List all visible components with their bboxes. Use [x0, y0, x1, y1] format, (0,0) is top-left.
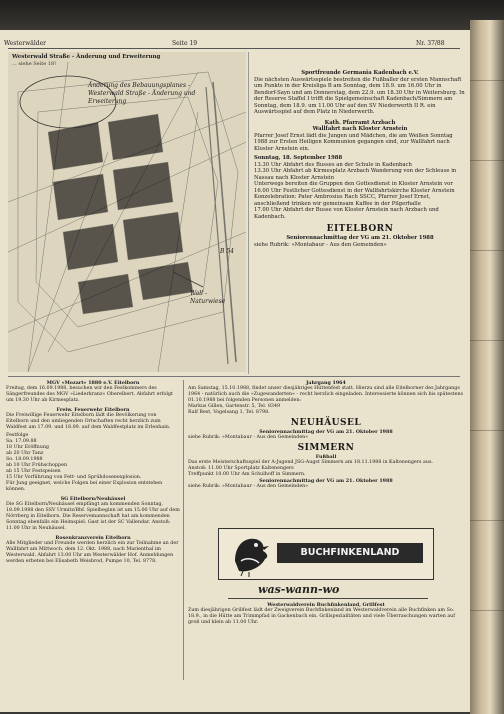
festfolge-text: Festfolge Sa. 17.09.88 18 Uhr Eröffnung ab 20 Uhr Tanz So. 18.09.1988 ab 10 Uhr Frühschoppen ab 15 Uhr Festspeisen 15 Uhr Vorführung von Fett- und Sprühdosenexplosion. Für Jung geeignet, welche Folgen bei einer Explosion entstehen können. [6, 433, 163, 492]
sport-title: Sportfreunde Germania Kadenbach e.V. [301, 70, 419, 76]
map-handwritten-note: Änderung des Bebauungsplanes - Westerwald Straße - Änderung und Erweiterung [88, 82, 196, 105]
feuerwehr-text: Die Freiwillige Feuerwehr Eitelborn lädt die Bevölkerung von Eitelborn und den umliegenden Ortschaften recht herzlich zum Waldfest am 17.09. und 18.09. auf dem Waldfestplatz im Erlenhain. [6, 413, 171, 430]
simmern-text: siehe Rubrik: »Montabaur - Aus den Gemeinden« [188, 484, 309, 489]
jahrgang-title: Jahrgang 1964 [306, 380, 346, 386]
sonntag-title: Sonntag, 18. September 1988 [254, 155, 343, 161]
map-figure [8, 52, 246, 372]
grillfest-section [188, 602, 464, 626]
right-top-column [254, 70, 466, 248]
mgv-text: Freitag, dem 16.09.1988, besuchen wir den Festkommers des Sängerfreundes des MGV »Liederkranz« Oberelbert. Abfahrt erfolgt um 19.30 Uhr ab Kirmesplatz. [6, 386, 173, 403]
fussball-text: Das erste Meisterschaftsspiel der A-Jugend JSG-Augst Simmern am 18.11.1988 in Kaltenengers aus. Anstoß: 11.00 Uhr Sportplatz Kaltenengers Treffpunkt 10.00 Uhr Am Schulhoff in Simmern. [188, 460, 433, 477]
jahrgang-text: Am Samstag, 15.10.1988, findet unser diesjähriges Hüttenfest statt. Hierzu sind alle Eitelborner des Jahrgangs 1964 - natürlich auch die »Zugewanderten« - recht herzlich eingeladen. Interessierte können sich bis spätestens 01.10.1988 bei folgenden Personen anmelden: Markus Gillen, Gartenstr. 5, Tel. 8349 Ralf Best, Vogelsang 1, Tel. 8798. [188, 386, 464, 415]
bottom-column-divider [183, 380, 184, 680]
newspaper-page [0, 30, 470, 712]
map-road-label: B 54 [220, 248, 234, 255]
mgv-title: MGV »Mozart« 1880 e.V. Eitelborn [46, 380, 140, 386]
column-divider [248, 52, 249, 374]
sg-text: Die SG Eitelborn/Neuhäusel empfängt am kommenden Sonntag, 18.09.1988 den SSV Urmitz/Bhf. Spielbeginn ist um 15.00 Uhr auf dem Nörrberg in Eitelborn. Die Reservemannschaft hat am kommenden Sonntag ebenfalls ein Heimspiel. Gast ist der SC Vallendar. Anstoß: 11.00 Uhr in Neuhäusel. [6, 502, 180, 531]
was-wann-wo-logo: was-wann-wo [258, 583, 340, 596]
pfarramt-text: Pfarrer Josef Ernst lädt die Jungen und Mädchen, die am Weißen Sonntag 1988 zur Ersten Heiligen Kommunion gegangen sind, zur Wallfahrt nach Kloster Arnstein ein. [254, 132, 453, 152]
sport-text: Die nächsten Auswärtsspiele bestreiten die Fußballer der ersten Mannschaft um Punkte in der Kreisliga B am Sonntag, dem 18.9. um 16.00 Uhr in Bendorf-Sayn und am Donnerstag, dem 22.9. um 18.30 Uhr in Weitersburg. In der Reserve Staffel I trifft die Spielgemeinschaft Kadenbach/Simmern am Sonntag, dem 18.9. um 11.00 Uhr auf den SV Niederwerth II R. ein Auswärtsspiel auf dem Platz in Niederwerth. [254, 76, 465, 115]
eitelborn-subtitle: Seniorennachmittag der VG am 21. Oktober 1988 [286, 235, 434, 241]
rosenkranz-text: Alle Mitglieder und Freunde werden herzlich ein zur Teilnahme an der Wallfahrt am Mittwoch, dem 12. Okt. 1988, nach Marienthal im Westerwald. Abfahrt 13.00 Uhr am Westerwälder Hof. Anmeldungen werden erbeten bei Elisabeth Weisbrod, Pumpe 10, Tel. 8778. [6, 541, 179, 564]
simmern-subtitle: Seniorennachmittag der VG am 21. Oktober 1988 [259, 478, 393, 484]
pfarramt-subtitle: Wallfahrt nach Kloster Arnstein [312, 126, 408, 132]
header-issue-number: Nr. 37/88 [416, 40, 445, 47]
buchfinkenland-ad [218, 528, 434, 580]
right-bottom-column [188, 380, 464, 490]
sonntag-text: 13.30 Uhr Abfahrt des Busses an der Schule in Kadenbach 13.30 Uhr Abfahrt ab Kirmesplatz Arzbach Wanderung von der Schleuse in Nassau nach Kloster Arnstein Unterwegs bereiten die Gruppen den Gottesdienst in Kloster Arnstein vor 16.00 Uhr Festlicher Gottesdienst in der Wallfahrtskirche Kloster Arnstein Konzelebration: Pater Ambrosius Rach SSCC, Pfarrer Josef Ernst, anschließend trinken wir gemeinsam Kaffee in der Pilgerhalle 17.00 Uhr Abfahrt der Busse von Kloster Arnstein nach Arzbach und Kadenbach. [254, 161, 457, 220]
fussball-title: Fußball [315, 454, 337, 460]
simmern-heading: SIMMERN [297, 443, 355, 453]
neuhaeusel-subtitle: Seniorennachmittag der VG am 21. Oktober 1988 [259, 429, 393, 435]
section-divider [8, 376, 460, 377]
scan-top-band [0, 0, 504, 32]
sg-title: SG Eitelborn/Neuhäusel [60, 496, 126, 502]
map-heading: Westerwald Straße - Änderung und Erweiterung [12, 54, 161, 60]
eitelborn-heading: EITELBORN [326, 224, 394, 234]
neuhaeusel-text: siehe Rubrik: »Montabaur - Aus den Gemeinden« [188, 435, 309, 440]
ad-label: BUCHFINKENLAND [277, 543, 423, 563]
rosenkranz-title: Rosenkranzverein Eitelborn [55, 535, 131, 541]
grillfest-title: Westerwaldverein Buchfinkenland, Grillfest [267, 602, 385, 608]
header-rule [8, 48, 460, 49]
logo-underline [228, 598, 428, 599]
header-left: Westerwälder [4, 40, 47, 47]
pfarramt-title: Kath. Pfarramt Arzbach [324, 119, 396, 126]
map-subheading: ... siehe Seite 18! [12, 61, 57, 67]
eitelborn-text: siehe Rubrik: »Montabaur - Aus den Gemeinden« [254, 241, 387, 248]
book-binding-edge [470, 20, 504, 714]
map-wall-label: Wall - Naturwiese [190, 290, 226, 305]
left-bottom-column [6, 380, 180, 565]
grillfest-text: Zum diesjährigen Grillfest lädt der Zweigverein Buchfinkenland im Westerwaldverein alle Buchfinken am So. 18.9., in die Hütte am Trimmpfad in Gackenbach ein. Grillspezialitäten und viele Überraschungen warten auf groß und klein ab 11.00 Uhr. [188, 608, 456, 625]
neuhaeusel-heading: NEUHÄUSEL [290, 418, 362, 428]
header-page-number: Seite 19 [172, 40, 198, 47]
finch-bird-icon [227, 531, 271, 577]
feuerwehr-title: Freiw. Feuerwehr Eitelborn [56, 407, 130, 413]
